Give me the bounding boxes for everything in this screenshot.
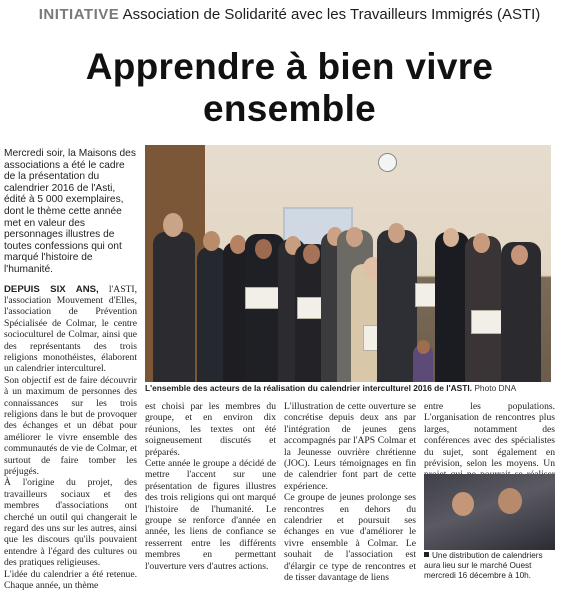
photo-person-head xyxy=(255,239,272,259)
photo-caption xyxy=(145,383,555,394)
article-headline xyxy=(0,46,579,130)
paragraph-intro-caps: DEPUIS SIX ANS, xyxy=(4,283,99,295)
paragraph-intro xyxy=(4,284,137,375)
photo-person-head xyxy=(443,228,459,247)
group-photo xyxy=(145,145,551,382)
paragraph-theme: est choisi par les membres du groupe, et en environ dix réunions, les textes ont été soigneusement discutés et préparés. xyxy=(145,401,276,458)
article-lede: Mercredi soir, la Maisons des associations a été le cadre de la présentation du calendrier 2016 de l'Asti, édité à 5 000 exemplaires, dont le thème cette année met en valeur des personnages illustres de toutes confessions qui ont marqué l'histoire de l'humanité. xyxy=(4,148,136,275)
photo-person-head xyxy=(203,231,220,251)
paragraph-objective: Son objectif est de faire découvrir à un maximum de personnes des connaissances sur les trois religions dans le but de provoquer des échanges et un débat pour améliorer le vivre ensemble des communautés de vie de Colmar, et surtout de faire tomber les préjugés. xyxy=(4,374,137,478)
headline-line-1: Apprendre à bien vivre xyxy=(85,46,494,87)
photo-person-head xyxy=(303,244,320,264)
photo-person-head xyxy=(511,245,528,265)
photo-person-head xyxy=(417,340,430,354)
photo-person-head xyxy=(346,227,363,247)
paragraph-origin: À l'origine du projet, des travailleurs sociaux et des membres d'associations ont cherché un outil qui changerait le regard des uns sur les autres, ainsi que les discours qu'ils pouvaient entendre à l'égard des cultures ou des pratiques religieuses. xyxy=(4,477,137,569)
photo-person xyxy=(435,232,469,382)
photo-person-head xyxy=(473,233,490,253)
paragraph-youth: L'illustration de cette ouverture se concrétise depuis deux ans par l'intégration de jeunes gens accompagnés par l'APS Colmar et la Jeunesse ouvrière chrétienne (JOC). Leurs témoignages en fin de calendrier font part de cette expérience. xyxy=(284,401,416,492)
photo-person-head xyxy=(452,492,474,516)
paragraph-funding: entre les populations. L'organisation de rencontres plus larges, notamment des conférences avec des spécialistes du sujet, sont également en prévision, selon les moyens. Un xyxy=(424,401,555,470)
article-column-left xyxy=(4,148,137,592)
photo-person xyxy=(465,236,501,382)
photo-person xyxy=(377,230,417,382)
photo-person-head xyxy=(163,213,183,237)
kicker-tag: INITIATIVE xyxy=(38,6,120,23)
article-column-2 xyxy=(145,401,276,572)
headline-line-2: ensemble xyxy=(202,88,377,129)
article-kicker xyxy=(0,6,579,24)
paragraph-figures: Cette année le groupe a décidé de mettre l'accent sur une présentation de figures illustres des trois religions qui ont marqué l'histoire de l'humanité. Le groupe se renforce d'année en année, les liens de confiance se resserrent entre les différents membres en permettant l'ouverture vers d'autres actions. xyxy=(145,458,276,572)
kicker-organization: Association de Solidarité avec les Travailleurs Immigrés (ASTI) xyxy=(122,6,541,23)
photo-caption-text: L'ensemble des acteurs de la réalisation du calendrier interculturel 2016 de l'ASTI. xyxy=(145,383,473,393)
article-column-3 xyxy=(284,401,416,584)
sidebar-caption xyxy=(424,551,555,581)
paragraph-idea: L'idée du calendrier a été retenue. Chaque année, un thème xyxy=(4,568,137,592)
sidebar-caption-text: Une distribution de calendriers aura lieu sur le marché Ouest mercredi 16 décembre à 10h. xyxy=(424,551,543,580)
paragraph-intro-text: l'ASTI, l'association Mouvement d'Elles, l'association de Prévention Spécialisée de Colmar, le centre socioculturel de Colmar, ainsi que des représentants des trois religions monothéistes, élaborent un calendrier interculturel. xyxy=(4,283,137,375)
photo-calendar xyxy=(245,287,279,309)
photo-person-head xyxy=(498,488,522,514)
photo-wall-clock xyxy=(378,153,397,172)
bullet-icon xyxy=(424,552,429,557)
photo-person-head xyxy=(388,223,405,243)
photo-credit: Photo DNA xyxy=(472,383,517,393)
photo-person xyxy=(153,232,195,382)
paragraph-group: Ce groupe de jeunes prolonge ses rencontres en dehors du calendrier et poursuit ses échanges en vue d'améliorer le vivre ensemble à Colmar. Le souhait de l'association est d'élargir ce type de rencontres et de tisser davantage de liens xyxy=(284,492,416,584)
photo-person-head xyxy=(230,235,246,254)
distribution-photo xyxy=(424,474,555,550)
